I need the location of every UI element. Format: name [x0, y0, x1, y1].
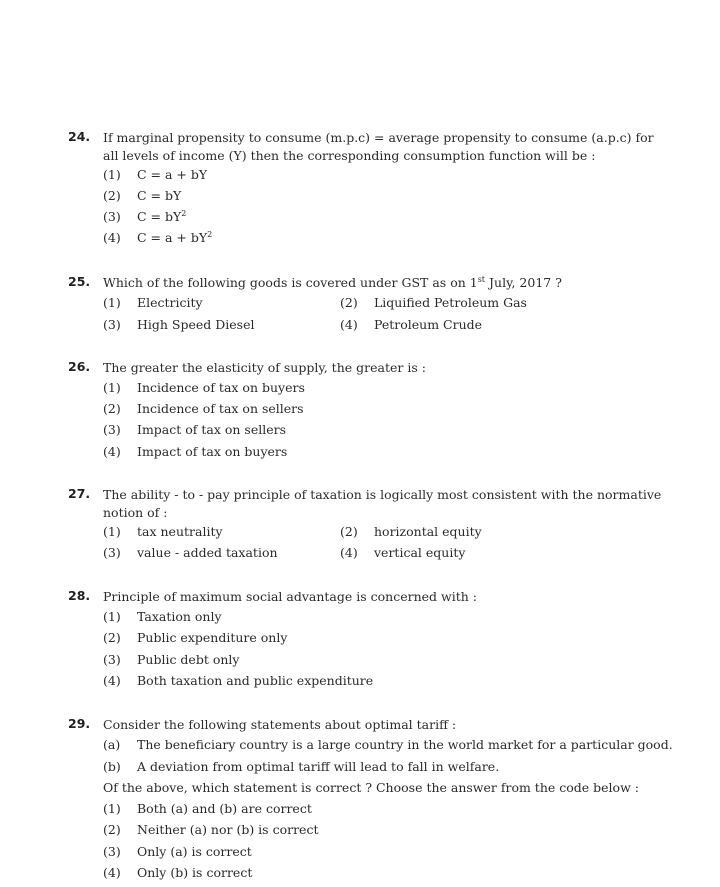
option-text: High Speed Diesel [137, 317, 255, 332]
option-number: (1) [103, 380, 121, 395]
question-number: 29. [68, 716, 91, 731]
option-text: C = bY [137, 188, 182, 203]
option-text: C = a + bY [137, 167, 208, 182]
question-number: 28. [68, 588, 91, 603]
option-text: Taxation only [137, 609, 222, 624]
option-text: Incidence of tax on buyers [137, 380, 305, 395]
question-stem: Which of the following goods is covered under GST as on 1st July, 2017 ? [103, 274, 562, 290]
option-text: Only (b) is correct [137, 865, 253, 880]
option-text: tax neutrality [137, 524, 223, 539]
question-stem: Consider the following statements about optimal tariff : [103, 717, 457, 732]
option-number: (2) [103, 188, 121, 203]
option-number: (4) [103, 230, 121, 245]
option-text: Petroleum Crude [374, 317, 483, 332]
statement-label: (a) [103, 737, 121, 752]
option-number: (2) [340, 524, 358, 539]
question-stem: Principle of maximum social advantage is concerned with : [103, 589, 477, 604]
option-text: value - added taxation [137, 545, 278, 560]
option-number: (2) [103, 401, 121, 416]
option-number: (3) [103, 317, 121, 332]
option-number: (2) [340, 295, 358, 310]
option-text: Both taxation and public expenditure [137, 673, 374, 688]
option-text: $C = a + bY^2$ [137, 229, 213, 245]
option-number: (1) [103, 295, 121, 310]
statement-text: The beneficiary country is a large country in the world market for a particular good. [137, 737, 673, 752]
option-text: horizontal equity [374, 524, 482, 539]
option-number: (3) [103, 545, 121, 560]
option-text: $C = bY^2$ [137, 208, 187, 224]
question-stem: If marginal propensity to consume (m.p.c) = average propensity to consume (a.p.c) for all levels of income (Y) then the corresponding consumption function will be : [103, 130, 654, 163]
option-number: (4) [103, 865, 121, 880]
option-number: (1) [103, 524, 121, 539]
question-stem: The greater the elasticity of supply, the greater is : [103, 360, 426, 375]
option-text: Liquified Petroleum Gas [374, 295, 527, 310]
option-number: (1) [103, 609, 121, 624]
question-number: 26. [68, 359, 91, 374]
question-number: 27. [68, 486, 91, 501]
question-stem: The ability - to - pay principle of taxation is logically most consistent with the normative notion of : [103, 487, 662, 520]
option-number: (1) [103, 801, 121, 816]
option-text: Incidence of tax on sellers [137, 401, 304, 416]
statement-text: A deviation from optimal tariff will lead to fall in welfare. [137, 759, 500, 774]
question-number: 25. [68, 274, 91, 289]
option-number: (4) [103, 673, 121, 688]
option-number: (3) [103, 844, 121, 859]
option-text: Public debt only [137, 652, 240, 667]
option-text: Public expenditure only [137, 630, 288, 645]
option-number: (3) [103, 209, 121, 224]
option-text: Impact of tax on sellers [137, 422, 287, 437]
option-text: Only (a) is correct [137, 844, 252, 859]
option-text: Neither (a) nor (b) is correct [137, 822, 319, 837]
statement-label: (b) [103, 759, 121, 774]
option-number: (3) [103, 652, 121, 667]
option-number: (4) [103, 444, 121, 459]
option-number: (3) [103, 422, 121, 437]
option-number: (2) [103, 822, 121, 837]
option-number: (4) [340, 317, 358, 332]
option-number: (4) [340, 545, 358, 560]
question-number: 24. [68, 129, 91, 144]
option-text: vertical equity [374, 545, 466, 560]
question-instruction: Of the above, which statement is correct ? Choose the answer from the code below : [103, 780, 639, 795]
option-number: (1) [103, 167, 121, 182]
option-text: Both (a) and (b) are correct [137, 801, 312, 816]
option-text: Impact of tax on buyers [137, 444, 288, 459]
option-text: Electricity [137, 295, 203, 310]
option-number: (2) [103, 630, 121, 645]
